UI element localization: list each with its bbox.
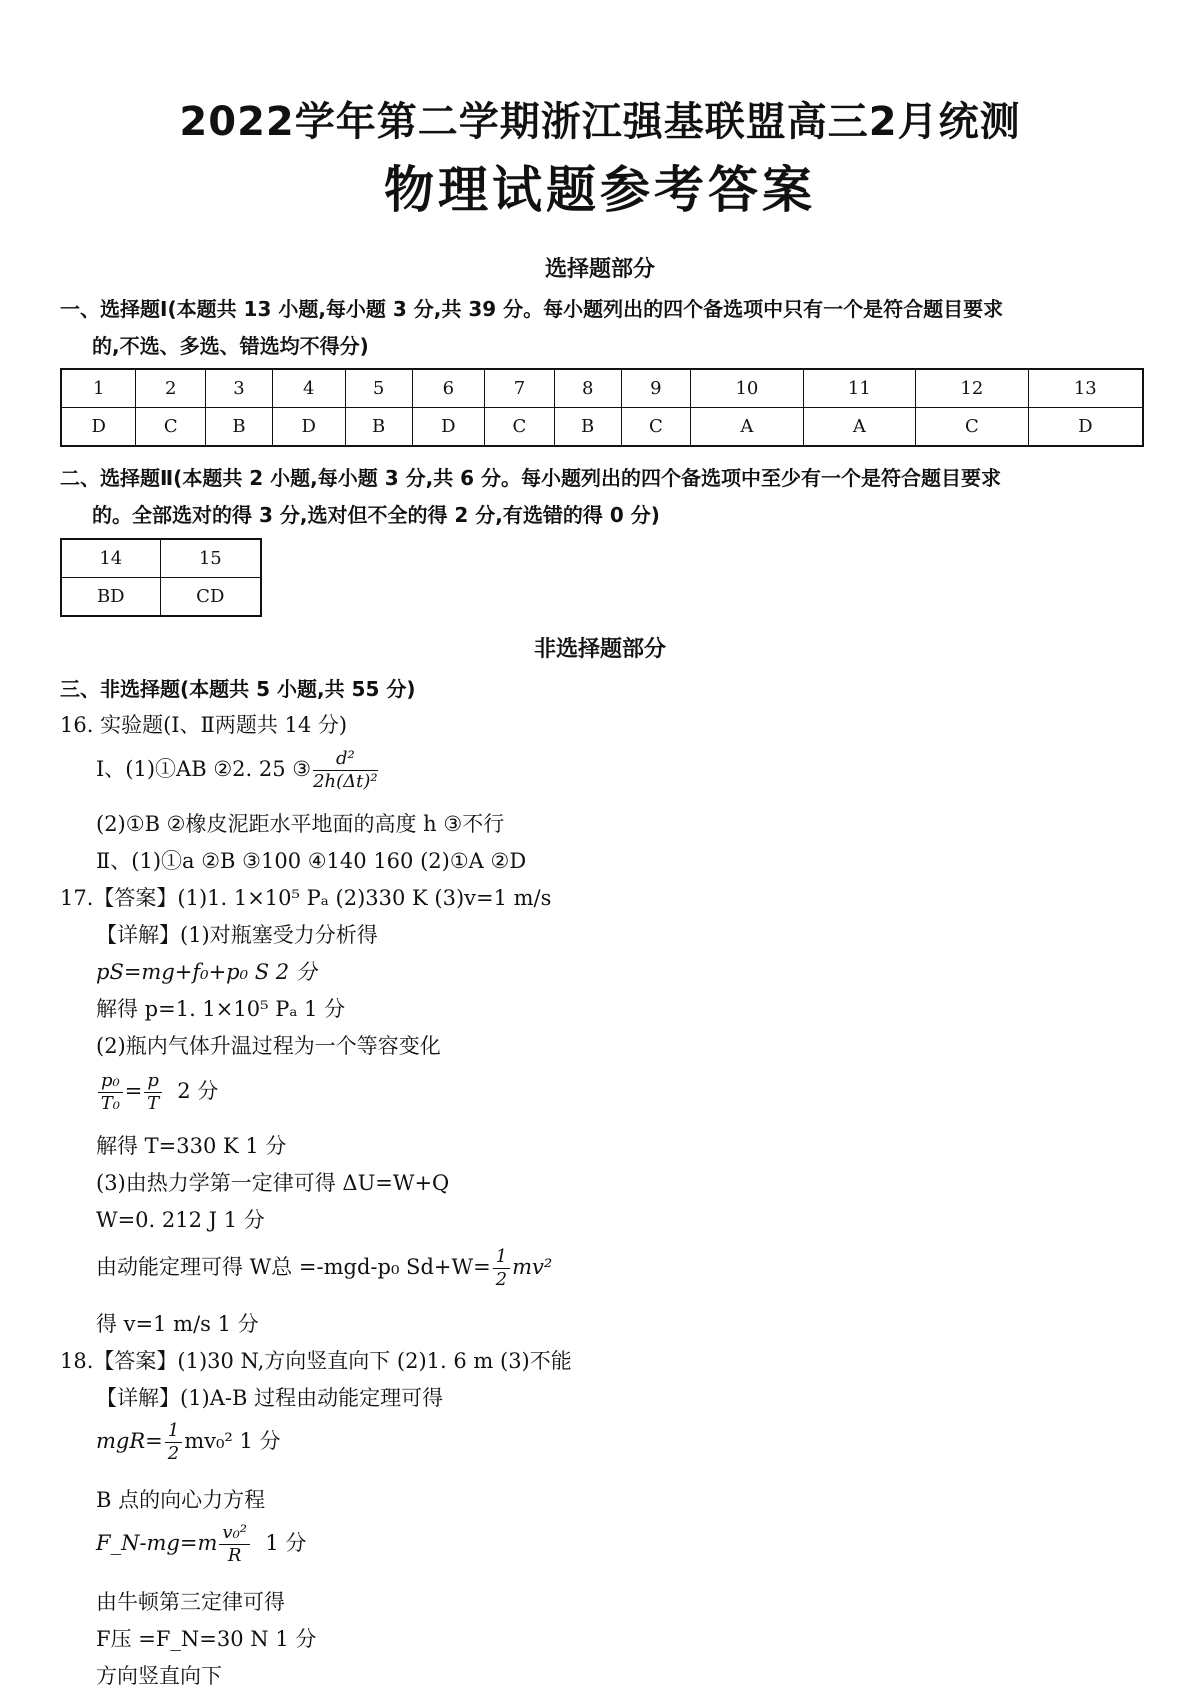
q2-instructions-line1: 二、选择题Ⅱ(本题共 2 小题,每小题 3 分,共 6 分。每小题列出的四个备选项中至少有一个是符合题目要求 [60, 466, 1002, 490]
frac-numerator: 1 [165, 1420, 182, 1443]
table-cell: 3 [206, 369, 273, 408]
q3-instructions: 三、非选择题(本题共 5 小题,共 55 分) [60, 677, 416, 701]
table-row-answers [61, 578, 261, 617]
eq1-suffix: mv₀² 1 分 [184, 1429, 281, 1453]
q18-eq3 [96, 1522, 306, 1567]
frac-numerator: 1 [493, 1246, 510, 1269]
frac-numerator: d² [313, 748, 378, 771]
frac-denominator: R [227, 1545, 242, 1566]
section-heading-choice: 选择题部分 [544, 257, 655, 282]
eq1-text: mgR= [96, 1429, 163, 1453]
table-cell: B [345, 408, 412, 447]
q16-line1-text: Ⅰ、(1)①AB ②2. 25 ③ [96, 757, 312, 781]
q16-fraction [313, 748, 378, 793]
answer-table-2 [60, 538, 262, 617]
table-cell: BD [61, 578, 160, 617]
frac-numerator: v₀² [219, 1522, 250, 1545]
q18-eq5: F压 =F_N=30 N 1 分 [96, 1627, 317, 1651]
q18-eq1 [96, 1420, 281, 1465]
table-cell: 15 [160, 539, 261, 578]
table-cell: A [803, 408, 915, 447]
table-cell: C [916, 408, 1028, 447]
q17-eq1: pS=mg+f₀+p₀ S 2 分 [96, 960, 317, 984]
frac-numerator: p [144, 1070, 162, 1093]
table-cell: 13 [1028, 369, 1143, 408]
frac-numerator: p₀ [98, 1070, 123, 1093]
q18-line6: 方向竖直向下 [96, 1664, 222, 1688]
table-cell: D [412, 408, 485, 447]
table-cell: C [485, 408, 555, 447]
q17-eq2: 解得 p=1. 1×10⁵ Pₐ 1 分 [96, 997, 346, 1021]
frac-denominator: 2 [167, 1443, 180, 1464]
table-row-numbers [61, 369, 1143, 408]
q16-line2: (2)①B ②橡皮泥距水平地面的高度 h ③不行 [96, 812, 505, 836]
q18-line4: 由牛顿第三定律可得 [96, 1590, 285, 1614]
table-row-numbers [61, 539, 261, 578]
table-cell: D [272, 408, 345, 447]
frac-half [165, 1420, 182, 1465]
table-row-answers [61, 408, 1143, 447]
q16-line3: Ⅱ、(1)①a ②B ③100 ④140 160 (2)①A ②D [96, 849, 527, 873]
q16-line1 [96, 748, 380, 793]
q18-answer: 18.【答案】(1)30 N,方向竖直向下 (2)1. 6 m (3)不能 [60, 1349, 572, 1373]
q17-line3: (2)瓶内气体升温过程为一个等容变化 [96, 1034, 441, 1058]
frac-denominator: T [147, 1093, 160, 1114]
score-text: 1 分 [265, 1531, 307, 1555]
table-cell: D [1028, 408, 1143, 447]
table-cell: 2 [136, 369, 206, 408]
table-cell: 14 [61, 539, 160, 578]
table-cell: 12 [916, 369, 1028, 408]
q1-instructions-line1: 一、选择题Ⅰ(本题共 13 小题,每小题 3 分,共 39 分。每小题列出的四个备选项中只有一个是符合题目要求 [60, 297, 1004, 321]
table-cell: 10 [691, 369, 803, 408]
table-cell: CD [160, 578, 261, 617]
q2-instructions-line2: 的。全部选对的得 3 分,选对但不全的得 2 分,有选错的得 0 分) [92, 503, 660, 527]
q17-answer: 17.【答案】(1)1. 1×10⁵ Pₐ (2)330 K (3)v=1 m/s [60, 886, 552, 910]
table-cell: D [61, 408, 136, 447]
section-heading-nonchoice: 非选择题部分 [533, 637, 666, 662]
q17-line5: (3)由热力学第一定律可得 ΔU=W+Q [96, 1171, 450, 1195]
q17-detail: 【详解】(1)对瓶塞受力分析得 [96, 923, 378, 947]
table-cell: A [691, 408, 803, 447]
page-subtitle: 物理试题参考答案 [384, 161, 816, 219]
q17-eq3: $\frac{\text{p₀}}{\text{T₀}}$ = $\frac{p}{T}$ 2 分 [96, 1070, 218, 1115]
frac-denominator: 2h(Δt)² [313, 771, 378, 792]
table-cell: C [136, 408, 206, 447]
q17-eq7 [96, 1246, 552, 1291]
q17-eq4: 解得 T=330 K 1 分 [96, 1134, 287, 1158]
answer-table-1 [60, 368, 1144, 447]
table-cell: 4 [272, 369, 345, 408]
table-cell: B [206, 408, 273, 447]
table-cell: C [621, 408, 691, 447]
table-cell: 7 [485, 369, 555, 408]
frac-denominator: T₀ [100, 1093, 120, 1114]
table-cell: 6 [412, 369, 485, 408]
q17-eq6: W=0. 212 J 1 分 [96, 1208, 265, 1232]
frac-p0-T0 [98, 1070, 123, 1115]
q17-eq8: 得 v=1 m/s 1 分 [96, 1312, 259, 1336]
frac-v0-R [219, 1522, 250, 1567]
q16-title: 16. 实验题(Ⅰ、Ⅱ两题共 14 分) [60, 713, 348, 737]
table-cell: 1 [61, 369, 136, 408]
frac-half [493, 1246, 510, 1291]
table-cell: 5 [345, 369, 412, 408]
table-cell: 11 [803, 369, 915, 408]
table-cell: B [554, 408, 621, 447]
table-cell: 9 [621, 369, 691, 408]
frac-denominator: 2 [495, 1269, 508, 1290]
score-text: 2 分 [177, 1079, 219, 1103]
q18-line2: B 点的向心力方程 [96, 1488, 266, 1512]
eq7-text: 由动能定理可得 W总 =-mgd-p₀ Sd+W= [96, 1255, 491, 1279]
eq7-suffix: mv² [512, 1255, 553, 1279]
table-cell: 8 [554, 369, 621, 408]
q1-instructions-line2: 的,不选、多选、错选均不得分) [92, 334, 369, 358]
eq3-text: F_N-mg=m [96, 1531, 218, 1555]
page-title: 2022学年第二学期浙江强基联盟高三2月统测 [179, 99, 1021, 145]
q18-detail: 【详解】(1)A-B 过程由动能定理可得 [96, 1386, 444, 1410]
frac-p-T [144, 1070, 162, 1115]
